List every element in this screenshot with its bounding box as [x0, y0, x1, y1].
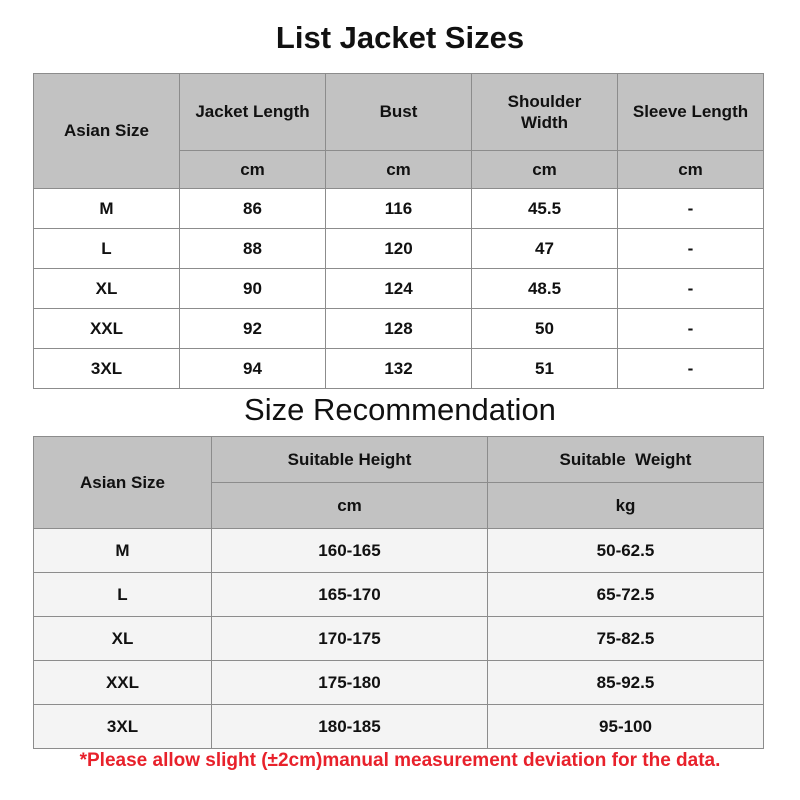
table-cell: 50 [472, 309, 618, 349]
table-row [34, 705, 764, 749]
table-row [34, 189, 764, 229]
table-cell: - [618, 229, 764, 269]
unit-cell: cm [326, 151, 472, 189]
header-suitable-weight: Suitable Weight [488, 437, 764, 483]
jacket-size-table [33, 73, 764, 389]
table-cell: - [618, 189, 764, 229]
size-cell: 3XL [34, 705, 212, 749]
unit-cell: cm [618, 151, 764, 189]
table-cell: 47 [472, 229, 618, 269]
page-title-sizes: List Jacket Sizes [275, 20, 525, 55]
header-asian-size: Asian Size [34, 437, 212, 529]
table-cell: 75-82.5 [488, 617, 764, 661]
table-cell: 48.5 [472, 269, 618, 309]
header-asian-size: Asian Size [34, 74, 180, 189]
table-cell: 88 [180, 229, 326, 269]
table-row [34, 573, 764, 617]
size-cell: XL [34, 269, 180, 309]
table-row [34, 617, 764, 661]
unit-cell: kg [488, 483, 764, 529]
header-shoulder-width: Shoulder Width [472, 74, 618, 151]
size-cell: XXL [34, 661, 212, 705]
header-sleeve-length: Sleeve Length [618, 74, 764, 151]
size-cell: M [34, 189, 180, 229]
table-cell: 51 [472, 349, 618, 389]
table-cell: - [618, 349, 764, 389]
table-cell: 124 [326, 269, 472, 309]
size-cell: L [34, 573, 212, 617]
table-cell: 50-62.5 [488, 529, 764, 573]
unit-cell: cm [180, 151, 326, 189]
size-cell: M [34, 529, 212, 573]
table-cell: 92 [180, 309, 326, 349]
size-cell: XL [34, 617, 212, 661]
page-title-recommendation: Size Recommendation [244, 392, 556, 427]
size-recommendation-table [33, 436, 764, 749]
size-cell: 3XL [34, 349, 180, 389]
table-cell: 90 [180, 269, 326, 309]
table-cell: 165-170 [212, 573, 488, 617]
table-cell: 94 [180, 349, 326, 389]
table-cell: - [618, 309, 764, 349]
unit-cell: cm [212, 483, 488, 529]
table-cell: 116 [326, 189, 472, 229]
table-cell: 175-180 [212, 661, 488, 705]
unit-cell: cm [472, 151, 618, 189]
size-cell: XXL [34, 309, 180, 349]
table-cell: 45.5 [472, 189, 618, 229]
table-row [34, 309, 764, 349]
table-cell: 160-165 [212, 529, 488, 573]
table-cell: 132 [326, 349, 472, 389]
table-row [34, 349, 764, 389]
table-row [34, 269, 764, 309]
table-cell: 86 [180, 189, 326, 229]
measurement-note: *Please allow slight (±2cm)manual measurement deviation for the data. [79, 750, 721, 771]
table-cell: 170-175 [212, 617, 488, 661]
size-cell: L [34, 229, 180, 269]
table-cell: - [618, 269, 764, 309]
header-bust: Bust [326, 74, 472, 151]
table-cell: 128 [326, 309, 472, 349]
header-jacket-length: Jacket Length [180, 74, 326, 151]
table-cell: 85-92.5 [488, 661, 764, 705]
header-suitable-height: Suitable Height [212, 437, 488, 483]
table-cell: 180-185 [212, 705, 488, 749]
table-cell: 120 [326, 229, 472, 269]
table-row [34, 529, 764, 573]
table-cell: 65-72.5 [488, 573, 764, 617]
table-row [34, 661, 764, 705]
table-cell: 95-100 [488, 705, 764, 749]
table-row [34, 229, 764, 269]
